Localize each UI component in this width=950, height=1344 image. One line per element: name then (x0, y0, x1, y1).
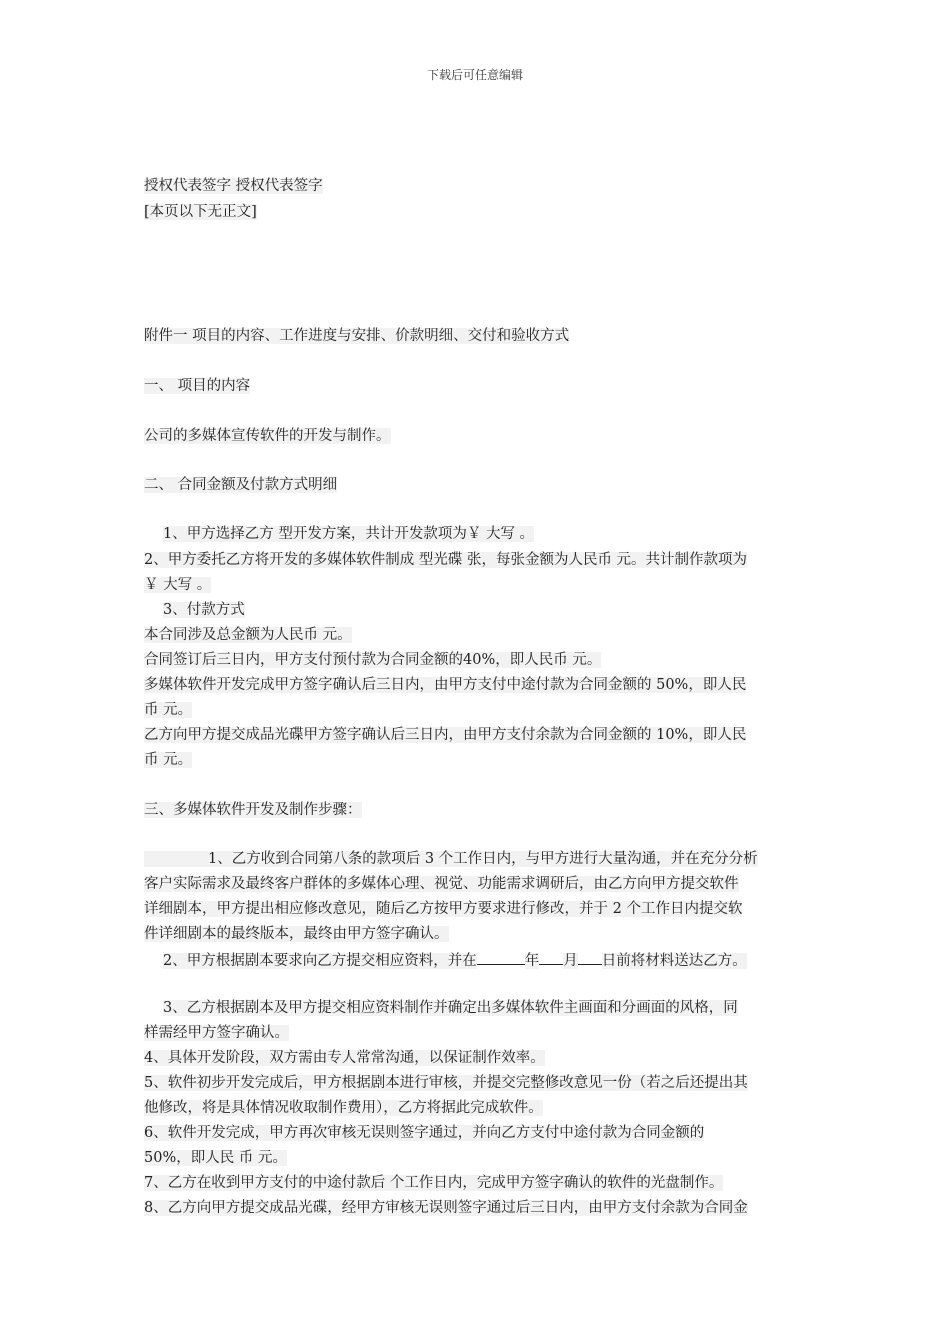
paragraph: 公司的多媒体宣传软件的开发与制作。 (144, 428, 391, 444)
step-item-cont: 50%，即人民 币 元。 (144, 1150, 287, 1166)
step-item: 1、乙方收到合同第八条的款项后 3 个工作日内，与甲方进行大量沟通，并在充分分析 (144, 850, 758, 868)
list-item: 1、甲方选择乙方 型开发方案，共计开发款项为￥ 大写 。 (163, 526, 535, 542)
list-item-cont: ￥ 大写 。 (144, 577, 212, 593)
no-text-below-note: [本页以下无正文] (144, 204, 257, 220)
step-item: 5、软件初步开发完成后，甲方根据剧本进行审核，并提交完整修改意见一份（若之后还提出其 (144, 1075, 748, 1091)
list-item: 3、付款方式 (163, 602, 245, 618)
step-item-cont: 件详细剧本的最终版本，最终由甲方签字确认。 (144, 926, 449, 942)
step-item-cont: 客户实际需求及最终客户群体的多媒体心理、视觉、功能需求调研后，由乙方向甲方提交软件 (144, 876, 739, 892)
paragraph: 多媒体软件开发完成甲方签字确认后三日内，由甲方支付中途付款为合同金额的 50%，即人民 (144, 677, 747, 693)
step-item-cont: 他修改，将是具体情况收取制作费用），乙方将据此完成软件。 (144, 1100, 543, 1116)
blank-month (539, 950, 563, 965)
step-item: 4、具体开发阶段，双方需由专人常常沟通，以保证制作效率。 (144, 1050, 545, 1066)
section-heading-3: 三、多媒体软件开发及制作步骤： (144, 802, 362, 818)
paragraph-cont: 币 元。 (144, 752, 193, 768)
paragraph: 本合同涉及总金额为人民币 元。 (144, 627, 352, 643)
page-header: 下载后可任意编辑 (426, 68, 523, 82)
step-item: 8、乙方向甲方提交成品光碟，经甲方审核无误则签字通过后三日内，由甲方支付余款为合同金 (144, 1200, 748, 1216)
step-item: 7、乙方在收到甲方支付的中途付款后 个工作日内，完成甲方签字确认的软件的光盘制作。 (144, 1175, 724, 1191)
paragraph: 乙方向甲方提交成品光碟甲方签字确认后三日内，由甲方支付余款为合同金额的 10%，即人民 (144, 727, 747, 743)
step-item-cont: 样需经甲方签字确认。 (144, 1025, 289, 1041)
signature-line: 授权代表签字 授权代表签字 (144, 178, 323, 194)
step-item-cont: 详细剧本，甲方提出相应修改意见，随后乙方按甲方要求进行修改，并于 2 个工作日内提交软 (144, 901, 743, 917)
blank-day (578, 950, 602, 965)
section-heading-2: 二、 合同金额及付款方式明细 (144, 477, 338, 493)
step-item: 3、乙方根据剧本及甲方提交相应资料制作并确定出多媒体软件主画面和分画面的风格，同 (163, 1000, 738, 1016)
step-item: 6、软件开发完成，甲方再次审核无误则签字通过，并向乙方支付中途付款为合同金额的 (144, 1125, 705, 1141)
paragraph-cont: 币 元。 (144, 702, 193, 718)
step-item: 2、甲方根据剧本要求向乙方提交相应资料，并在 年 月 日前将材料送达乙方。 (163, 950, 747, 970)
section-heading-1: 一、 项目的内容 (144, 378, 251, 394)
paragraph: 合同签订后三日内，甲方支付预付款为合同金额的40%，即人民币 元。 (144, 652, 602, 668)
blank-year (477, 950, 525, 965)
appendix-title: 附件一 项目的内容、工作进度与安排、价款明细、交付和验收方式 (144, 328, 570, 344)
list-item: 2、甲方委托乙方将开发的多媒体软件制成 型光碟 张，每张金额为人民币 元。共计制作款项为 (144, 552, 748, 568)
